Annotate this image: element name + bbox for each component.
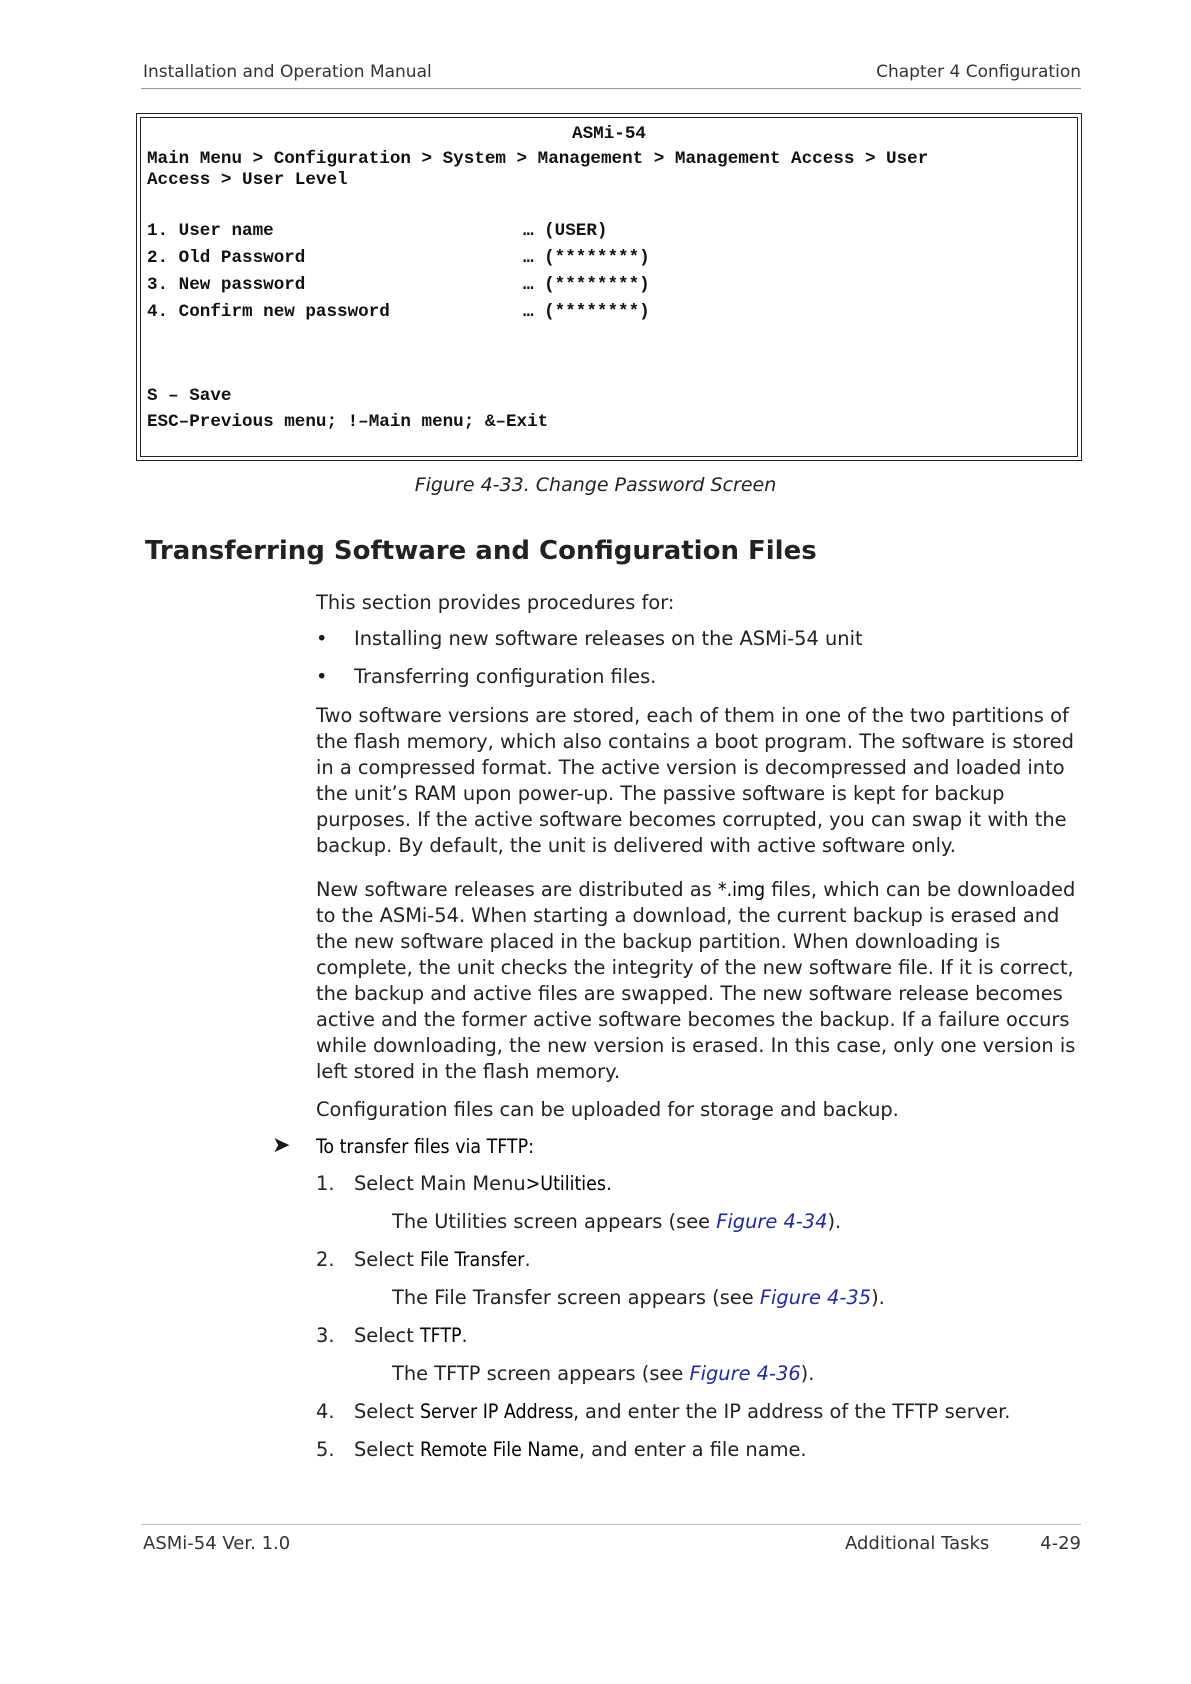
footer-center: Additional Tasks — [845, 1533, 990, 1554]
menu-item-new-password-value: … (********) — [523, 275, 650, 295]
procedure-arrow-icon: ➤ — [272, 1133, 291, 1158]
menu-item-user-name[interactable]: 1. User name — [147, 221, 274, 241]
paragraph-software-releases: New software releases are distributed as *.img files, which can be downloaded to the ASMi-54. When starting a download, the current backup is erased and the new software placed in the backup partition. When downloading is complete, the unit checks the integrity of the new software file. If it is correct, the backup and active files are swapped. The new software release becomes active and the former active software becomes the backup. If a failure occurs while downloading, the new version is erased. In this case, only one version is left stored in the flash memory. — [316, 878, 1076, 1083]
bullet-item: Installing new software releases on the ASMi-54 unit — [354, 627, 863, 650]
step-text: Select TFTP. — [354, 1324, 468, 1347]
figure-link[interactable]: Figure 4-36 — [689, 1362, 801, 1385]
menu-item-old-password[interactable]: 2. Old Password — [147, 248, 306, 268]
step-text: Select Main Menu>Utilities. — [354, 1172, 613, 1195]
step-number: 2. — [316, 1248, 335, 1271]
step-result: The File Transfer screen appears (see Figure 4-35). — [392, 1286, 885, 1309]
step-result: The Utilities screen appears (see Figure 4-34). — [392, 1210, 842, 1233]
step-number: 5. — [316, 1438, 335, 1461]
step-number: 3. — [316, 1324, 335, 1347]
save-command[interactable]: S – Save — [147, 386, 232, 406]
step-text: Select File Transfer. — [354, 1248, 531, 1271]
footer-rule — [141, 1524, 1081, 1525]
paragraph-configuration-files: Configuration files can be uploaded for storage and backup. — [316, 1098, 899, 1121]
menu-item-old-password-value: … (********) — [523, 248, 650, 268]
figure-link[interactable]: Figure 4-35 — [759, 1286, 872, 1309]
page-number: 4-29 — [1040, 1533, 1081, 1554]
paragraph-software-versions: Two software versions are stored, each of them in one of the two partitions of the flash memory, which also contains a boot program. The software is stored in a compressed format. The active version is decompressed and loaded into the unit’s RAM upon power-up. The passive software is kept for backup purposes. If the active software becomes corrupted, you can swap it with the backup. By default, the unit is delivered with active software only. — [316, 704, 1074, 857]
bullet-marker: • — [316, 627, 328, 650]
running-header-left: Installation and Operation Manual — [143, 62, 432, 82]
procedure-title: To transfer files via TFTP: — [316, 1135, 534, 1158]
menu-path-line-2: Access > User Level — [147, 170, 348, 190]
menu-item-confirm-password[interactable]: 4. Confirm new password — [147, 302, 390, 322]
step-result: The TFTP screen appears (see Figure 4-36). — [392, 1362, 815, 1385]
step-text: Select Server IP Address, and enter the IP address of the TFTP server. — [354, 1400, 1011, 1423]
terminal-screen — [140, 117, 1078, 457]
file-extension: *.img — [717, 878, 766, 901]
intro-text: This section provides procedures for: — [316, 591, 675, 614]
running-header-right: Chapter 4 Configuration — [876, 62, 1081, 82]
step-number: 4. — [316, 1400, 335, 1423]
terminal-screen-figure — [136, 113, 1082, 461]
section-title: Transferring Software and Configuration Files — [145, 536, 817, 566]
step-number: 1. — [316, 1172, 335, 1195]
header-rule — [141, 88, 1081, 89]
menu-path-line-1: Main Menu > Configuration > System > Management > Management Access > User — [147, 149, 929, 169]
step-text: Select Remote File Name, and enter a file name. — [354, 1438, 807, 1461]
bullet-marker: • — [316, 665, 328, 688]
bullet-item: Transferring configuration files. — [354, 665, 657, 688]
figure-link[interactable]: Figure 4-34 — [716, 1210, 828, 1233]
figure-caption: Figure 4-33. Change Password Screen — [414, 474, 777, 496]
terminal-title: ASMi-54 — [572, 124, 646, 144]
footer-left: ASMi-54 Ver. 1.0 — [143, 1533, 291, 1554]
menu-item-user-name-value: … (USER) — [523, 221, 608, 241]
menu-item-new-password[interactable]: 3. New password — [147, 275, 306, 295]
navigation-commands[interactable]: ESC–Previous menu; !–Main menu; &–Exit — [147, 412, 549, 432]
menu-item-confirm-password-value: … (********) — [523, 302, 650, 322]
